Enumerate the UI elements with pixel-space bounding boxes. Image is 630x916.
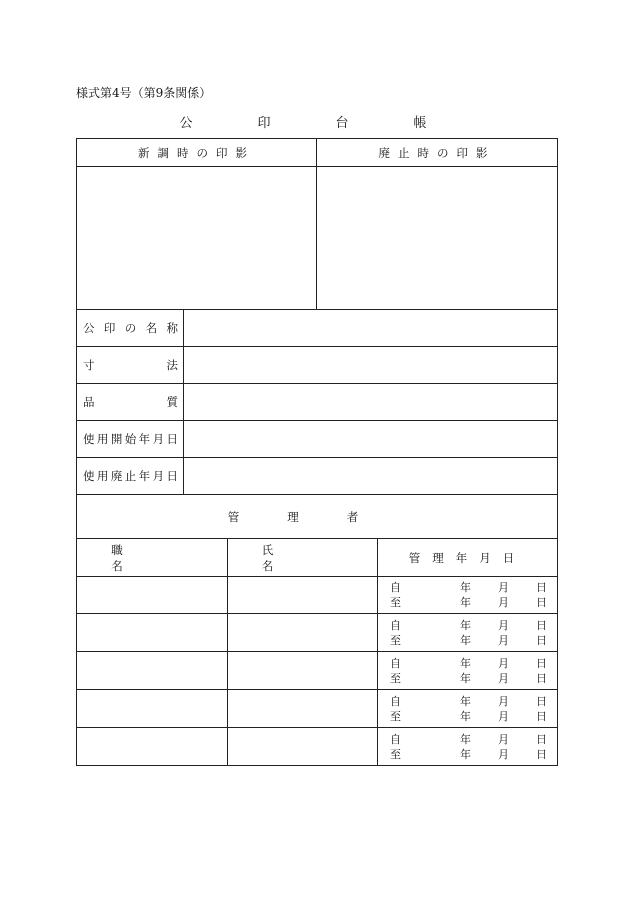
abolished-seal-impression-box[interactable] [317,167,558,310]
day-unit: 日 [536,694,548,708]
page-title: 公 印 台 帳 [179,116,453,131]
year-unit: 年 [460,732,472,746]
table-row [77,577,558,614]
year-unit: 年 [460,618,472,632]
from-label: 自 [390,618,402,632]
to-label: 至 [390,747,402,761]
day-unit: 日 [536,656,548,670]
day-unit: 日 [536,618,548,632]
manager-period-cell[interactable] [378,577,558,614]
day-unit: 日 [536,709,548,723]
month-unit: 月 [498,618,510,632]
header-new-seal: 新調時の印影 [77,139,317,167]
manager-name-cell[interactable] [228,614,378,652]
manager-position-cell[interactable] [77,690,228,728]
year-unit: 年 [460,633,472,647]
field-value-end-date[interactable] [184,458,558,495]
table-row [77,652,558,690]
year-unit: 年 [460,656,472,670]
new-seal-impression-box[interactable] [77,167,317,310]
managers-section-title: 管理者 [77,495,558,539]
manager-name-cell[interactable] [228,728,378,766]
day-unit: 日 [536,596,548,609]
day-unit: 日 [536,747,548,761]
manager-period-cell[interactable] [378,690,558,728]
table-row [77,614,558,652]
table-row [77,728,558,766]
manager-position-cell[interactable] [77,728,228,766]
day-unit: 日 [536,671,548,685]
from-label: 自 [390,694,402,708]
month-unit: 月 [498,633,510,647]
to-label: 至 [390,596,402,609]
manager-name-cell[interactable] [228,652,378,690]
year-unit: 年 [460,694,472,708]
field-label: 品質 [77,384,184,421]
month-unit: 月 [498,656,510,670]
month-unit: 月 [498,671,510,685]
manager-position-cell[interactable] [77,577,228,614]
field-value-quality[interactable] [184,384,558,421]
col-header-period: 管理年月日 [378,539,558,577]
manager-period-cell[interactable] [378,614,558,652]
day-unit: 日 [536,581,548,594]
from-label: 自 [390,656,402,670]
field-value-seal-name[interactable] [184,310,558,347]
header-abolished-seal: 廃止時の印影 [317,139,558,167]
year-unit: 年 [460,709,472,723]
field-label: 寸法 [77,347,184,384]
field-label: 使用廃止年月日 [77,458,184,495]
manager-name-cell[interactable] [228,577,378,614]
col-header-position: 職名 [77,539,228,577]
field-value-start-date[interactable] [184,421,558,458]
manager-period-cell[interactable] [378,728,558,766]
month-unit: 月 [498,732,510,746]
month-unit: 月 [498,694,510,708]
year-unit: 年 [460,747,472,761]
to-label: 至 [390,671,402,685]
month-unit: 月 [498,596,510,609]
year-unit: 年 [460,671,472,685]
field-label: 使用開始年月日 [77,421,184,458]
manager-period-cell[interactable] [378,652,558,690]
year-unit: 年 [460,581,472,594]
day-unit: 日 [536,732,548,746]
col-header-name: 氏名 [228,539,378,577]
month-unit: 月 [498,581,510,594]
month-unit: 月 [498,709,510,723]
field-label: 公印の名称 [77,310,184,347]
manager-position-cell[interactable] [77,652,228,690]
field-value-dimensions[interactable] [184,347,558,384]
from-label: 自 [390,732,402,746]
to-label: 至 [390,709,402,723]
month-unit: 月 [498,747,510,761]
manager-position-cell[interactable] [77,614,228,652]
table-row [77,690,558,728]
manager-name-cell[interactable] [228,690,378,728]
to-label: 至 [390,633,402,647]
from-label: 自 [390,581,402,594]
seal-ledger-table [76,138,558,766]
form-code: 様式第4号（第9条関係） [76,86,212,100]
year-unit: 年 [460,596,472,609]
day-unit: 日 [536,633,548,647]
